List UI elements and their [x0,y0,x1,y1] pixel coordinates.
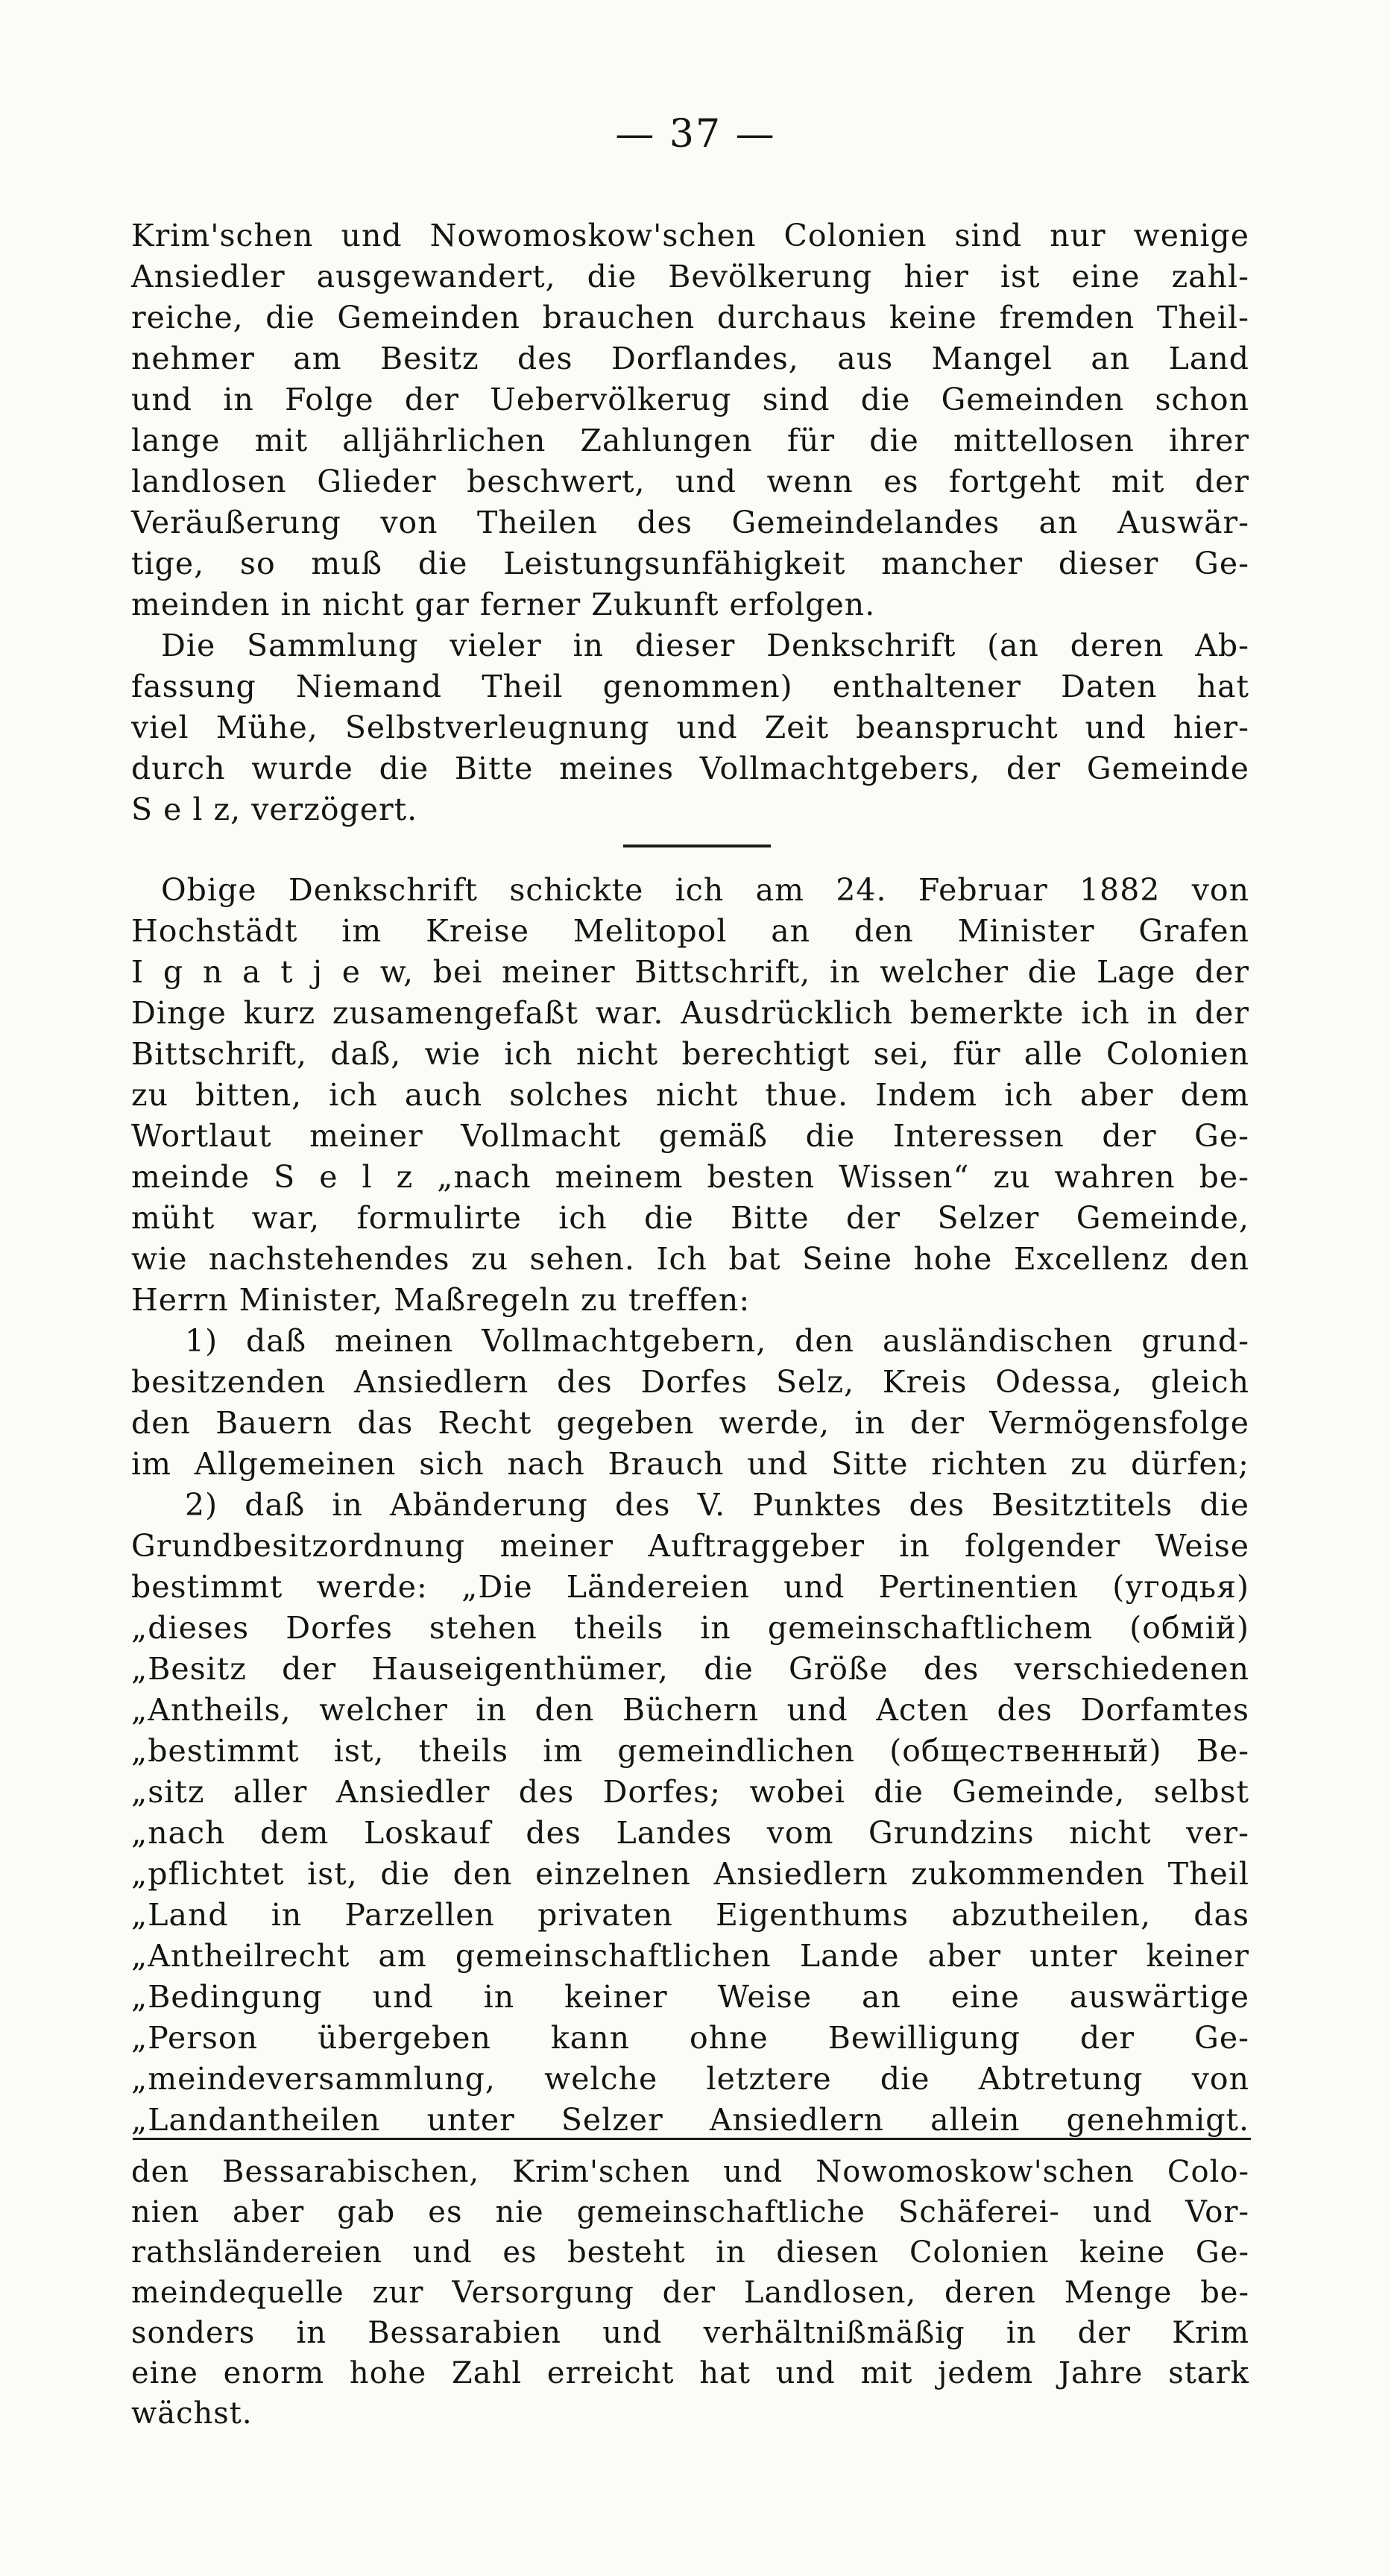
text-line: bestimmt werde: „Die Ländereien und Pertinentien (угодья) [131,1569,1249,1605]
text-line: 2) daß in Abänderung des V. Punktes des Besitztitels die [185,1487,1249,1523]
text-line: meinden in nicht gar ferner Zukunft erfolgen. [131,587,876,622]
footnote-line: meindequelle zur Versorgung der Landlosen, deren Menge be- [131,2276,1249,2310]
text-line: durch wurde die Bitte meines Vollmachtgebers, der Gemeinde [131,751,1249,786]
text-line: und in Folge der Uebervölkerug sind die Gemeinden schon [131,382,1249,417]
text-line: zu bitten, ich auch solches nicht thue. Indem ich aber dem [131,1077,1249,1113]
text-line: reiche, die Gemeinden brauchen durchaus keine fremden Theil- [131,300,1249,335]
text-line: „Besitz der Hauseigenthümer, die Größe des verschiedenen [131,1651,1249,1687]
text-line: nehmer am Besitz des Dorflandes, aus Mangel an Land [131,341,1249,376]
text-line: „bestimmt ist, theils im gemeindlichen (общественный) Be- [131,1733,1249,1769]
text-line: Grundbesitzordnung meiner Auftraggeber in folgender Weise [131,1528,1249,1564]
text-line: „meindeversammlung, welche letztere die Abtretung von [131,2061,1249,2097]
text-line: landlosen Glieder beschwert, und wenn es fortgeht mit der [131,464,1249,499]
footnote-line: rathsländereien und es besteht in diesen Colonien keine Ge- [131,2235,1249,2270]
text-line: tige, so muß die Leistungsunfähigkeit mancher dieser Ge- [131,546,1249,581]
text-line: „Antheilrecht am gemeinschaftlichen Lande aber unter keiner [131,1938,1249,1974]
text-line: „Bedingung und in keiner Weise an eine auswärtige [131,1979,1249,2015]
text-line: viel Mühe, Selbstverleugnung und Zeit beansprucht und hier- [131,710,1249,745]
text-line: Die Sammlung vieler in dieser Denkschrift (an deren Ab- [161,628,1249,663]
text-line: wie nachstehendes zu sehen. Ich bat Seine hohe Excellenz den [131,1241,1249,1277]
text-line: Ansiedler ausgewandert, die Bevölkerung hier ist eine zahl- [131,259,1249,294]
text-line: S e l z, verzögert. [131,792,418,827]
footnote-divider [133,2138,1251,2140]
footnote-line: nien aber gab es nie gemeinschaftliche Schäferei- und Vor- [131,2195,1249,2229]
footnote-line: den Bessarabischen, Krim'schen und Nowomoskow'schen Colo- [131,2155,1249,2189]
text-line: Bittschrift, daß, wie ich nicht berechtigt sei, für alle Colonien [131,1036,1249,1072]
text-line: lange mit alljährlichen Zahlungen für die mittellosen ihrer [131,423,1249,458]
text-line: meinde S e l z „nach meinem besten Wissen“ zu wahren be- [131,1159,1249,1195]
page-number: — 37 — [615,112,776,157]
text-line: Krim'schen und Nowomoskow'schen Colonien sind nur wenige [131,218,1249,253]
text-line: „Person übergeben kann ohne Bewilligung der Ge- [131,2020,1249,2056]
text-line: müht war, formulirte ich die Bitte der Selzer Gemeinde, [131,1200,1249,1236]
text-line: Veräußerung von Theilen des Gemeindelandes an Auswär- [131,505,1249,540]
text-line: „dieses Dorfes stehen theils in gemeinschaftlichem (обмiй) [131,1610,1249,1646]
text-line: Herrn Minister, Maßregeln zu treffen: [131,1282,751,1318]
text-line: „Antheils, welcher in den Büchern und Acten des Dorfamtes [131,1692,1249,1728]
text-line: Hochstädt im Kreise Melitopol an den Minister Grafen [131,913,1249,949]
footnote-line: eine enorm hohe Zahl erreicht hat und mit jedem Jahre stark [131,2356,1249,2390]
text-line: im Allgemeinen sich nach Brauch und Sitte richten zu dürfen; [131,1446,1249,1482]
text-line: Dinge kurz zusamengefaßt war. Ausdrücklich bemerkte ich in der [131,995,1249,1031]
text-line: Obige Denkschrift schickte ich am 24. Februar 1882 von [161,872,1249,908]
text-line: Wortlaut meiner Vollmacht gemäß die Interessen der Ge- [131,1118,1249,1154]
section-divider [623,845,771,847]
text-line: den Bauern das Recht gegeben werde, in der Vermögensfolge [131,1405,1249,1441]
text-line: fassung Niemand Theil genommen) enthaltener Daten hat [131,669,1249,704]
footnote-line: wächst. [131,2396,253,2431]
footnote-line: sonders in Bessarabien und verhältnißmäßig in der Krim [131,2316,1249,2350]
text-line: „pflichtet ist, die den einzelnen Ansiedlern zukommenden Theil [131,1856,1249,1892]
text-line: „Land in Parzellen privaten Eigenthums abzutheilen, das [131,1897,1249,1933]
text-line: „nach dem Loskauf des Landes vom Grundzins nicht ver- [131,1815,1249,1851]
text-line: besitzenden Ansiedlern des Dorfes Selz, Kreis Odessa, gleich [131,1364,1249,1400]
text-line: „Landantheilen unter Selzer Ansiedlern allein genehmigt. [131,2102,1249,2138]
text-line: 1) daß meinen Vollmachtgebern, den ausländischen grund- [185,1323,1249,1359]
text-line: „sitz aller Ansiedler des Dorfes; wobei die Gemeinde, selbst [131,1774,1249,1810]
text-line: I g n a t j e w, bei meiner Bittschrift, in welcher die Lage der [131,954,1249,990]
